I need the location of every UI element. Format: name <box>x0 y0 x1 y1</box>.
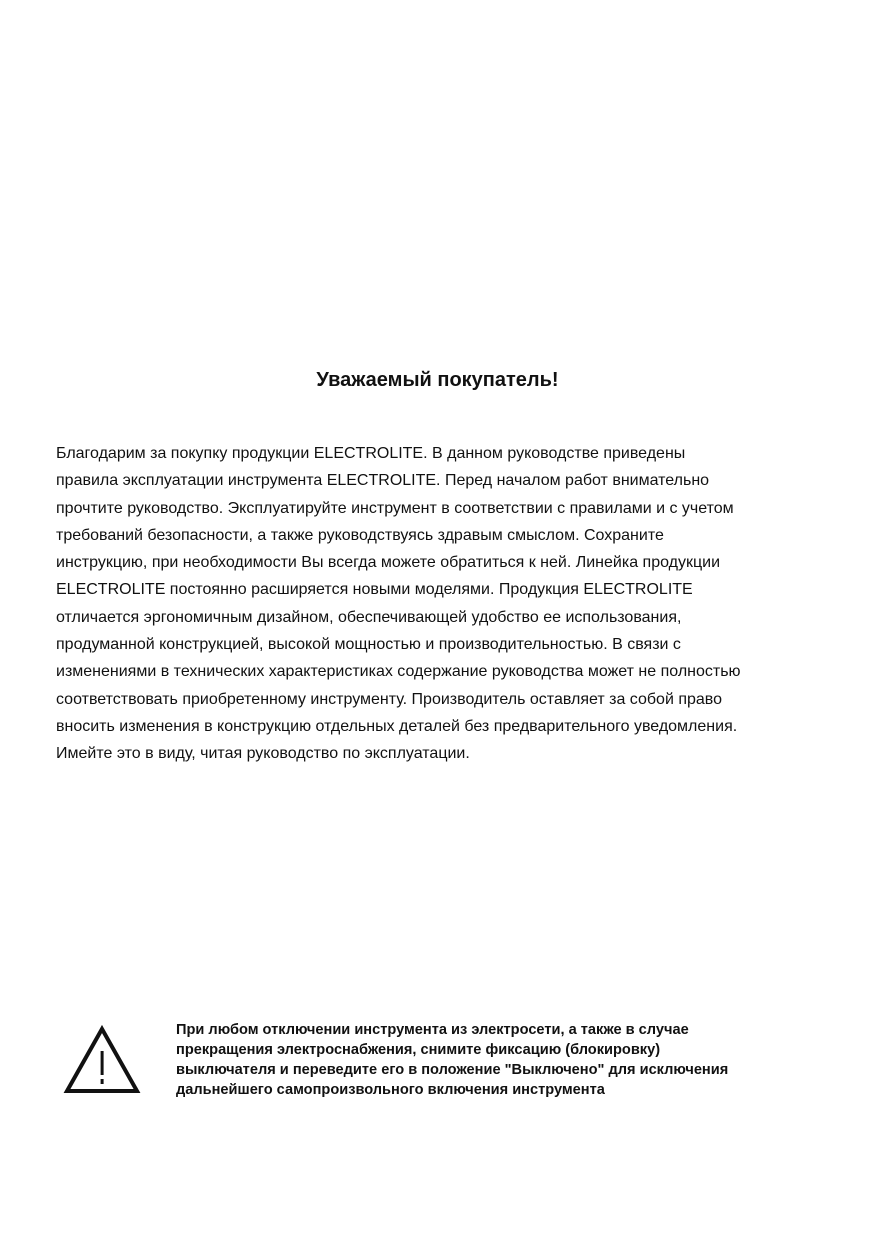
intro-paragraph <box>56 440 826 768</box>
paragraph-line: Благодарим за покупку продукции ELECTROLITE. В данном руководстве приведены <box>56 445 686 462</box>
paragraph-line: прочтите руководство. Эксплуатируйте инструмент в соответствии с правилами и с учетом <box>56 499 734 517</box>
paragraph-line: требований безопасности, а также руководствуясь здравым смыслом. Сохраните <box>56 526 664 544</box>
paragraph-line: ELECTROLITE постоянно расширяется новыми моделями. Продукция ELECTROLITE <box>56 581 693 599</box>
warning-text <box>176 1020 822 1100</box>
paragraph-line: отличается эргономичным дизайном, обеспечивающей удобство ее использования, <box>56 608 682 626</box>
paragraph-line: продуманной конструкцией, высокой мощностью и производительностью. В связи с <box>56 636 681 654</box>
warning-line: дальнейшего самопроизвольного включения инструмента <box>176 1082 605 1098</box>
paragraph-line: вносить изменения в конструкцию отдельных деталей без предварительного уведомления. <box>56 717 738 735</box>
warning-line: При любом отключении инструмента из электросети, а также в случае <box>176 1022 689 1038</box>
paragraph-line: правила эксплуатации инструмента ELECTROLITE. Перед началом работ внимательно <box>56 472 710 490</box>
paragraph-line: изменениями в технических характеристиках содержание руководства может не полностью <box>56 663 741 681</box>
warning-line: прекращения электроснабжения, снимите фиксацию (блокировку) <box>176 1042 661 1058</box>
safety-warning <box>62 1020 822 1100</box>
paragraph-line: Имейте это в виду, читая руководство по эксплуатации. <box>56 745 470 763</box>
paragraph-line: инструкцию, при необходимости Вы всегда можете обратиться к ней. Линейка продукции <box>56 554 721 572</box>
warning-line: выключателя и переведите его в положение "Выключено" для исключения <box>176 1062 729 1078</box>
paragraph-line: соответствовать приобретенному инструменту. Производитель оставляет за собой право <box>56 690 722 708</box>
warning-triangle-icon <box>62 1024 142 1096</box>
page-title: Уважаемый покупатель! <box>316 369 559 391</box>
